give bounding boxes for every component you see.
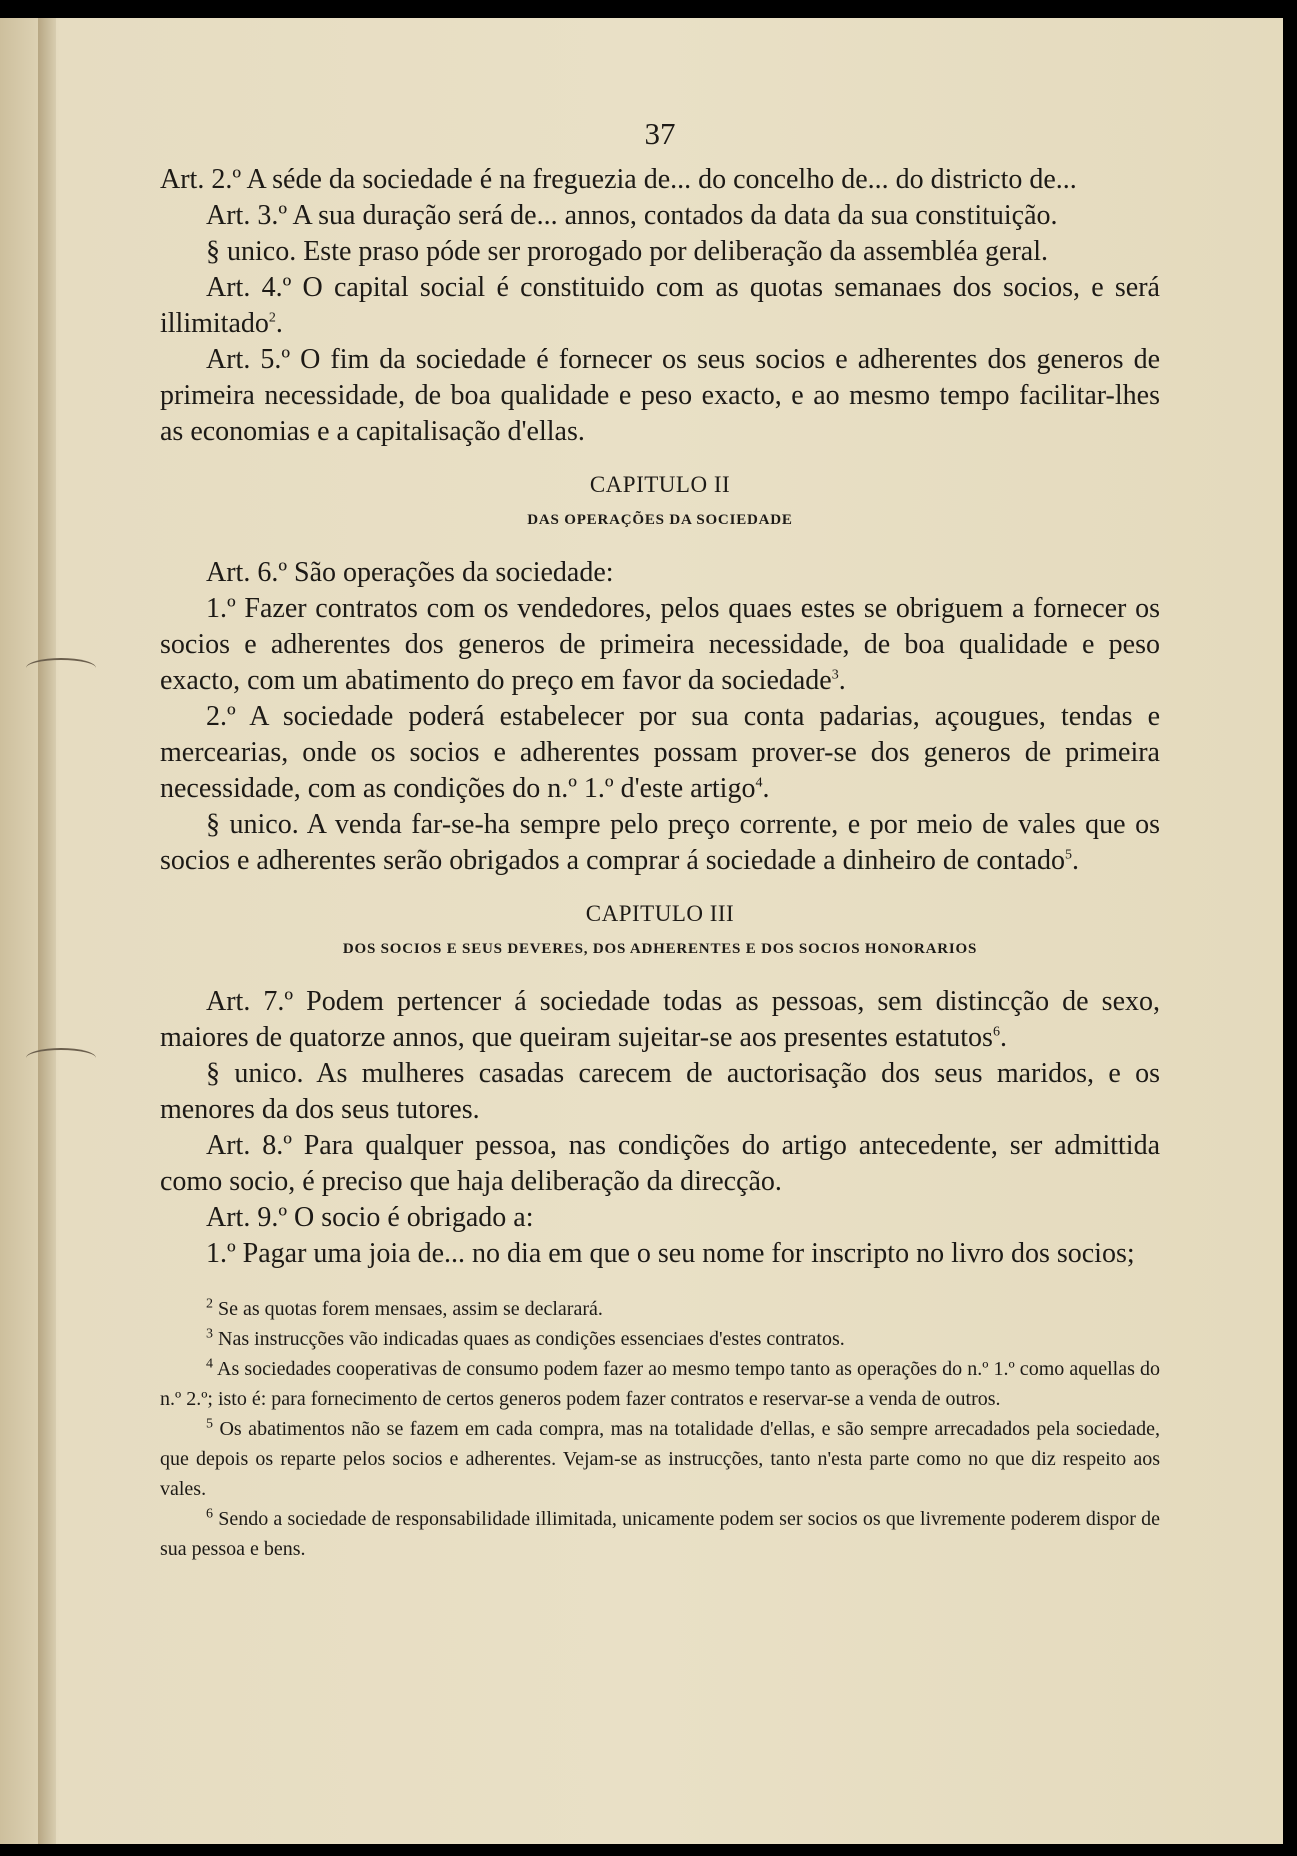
footnotes [160, 1294, 1160, 1564]
article-3: Art. 3.º A sua duração será de... annos, contados da data da sua constituição. [206, 200, 1058, 231]
footnote-ref: 4 [755, 775, 763, 791]
chapter-3-title: CAPITULO III [585, 901, 735, 926]
chapter-2-subtitle: DAS OPERAÇÕES DA SOCIEDADE [527, 512, 793, 528]
article-7-paragraph: § unico. As mulheres casadas carecem de auctorisação dos seus maridos, e os menores da dos seus tutores. [160, 1058, 1160, 1125]
article-9-item-1: 1.º Pagar uma joia de... no dia em que o seu nome for inscripto no livro dos socios; [206, 1238, 1135, 1269]
footnote-ref: 5 [1064, 847, 1072, 863]
page-number: 37 [644, 116, 676, 151]
article-6-paragraph: § unico. A venda far-se-ha sempre pelo preço corrente, e por meio de vales que os socios e adherentes serão obrigados a comprar á sociedade a dinheiro de contado$^5$. [160, 809, 1160, 876]
article-5: Art. 5.º O fim da sociedade é fornecer os seus socios e adherentes dos generos de primeira necessidade, de boa qualidade e peso exacto, e ao mesmo tempo facilitar-lhes as economias e a capitalisação d'ellas. [160, 344, 1160, 447]
footnote-ref: 6 [992, 1024, 1000, 1040]
footnote-ref: 3 [831, 667, 839, 683]
article-6: Art. 6.º São operações da sociedade: [206, 557, 614, 588]
article-6-item-2: 2.º A sociedade poderá estabelecer por sua conta padarias, açougues, tendas e mercearias, onde os socios e adherentes possam prover-se dos generos de primeira necessidade, com as condições do n.º 1.º d'este artigo$^4$. [160, 701, 1160, 804]
article-4: Art. 4.º O capital social é constituido com as quotas semanaes dos socios, e será illimitado$^2$. [160, 272, 1160, 339]
binding-thread [26, 658, 96, 678]
article-9: Art. 9.º O socio é obrigado a: [206, 1202, 534, 1233]
binding-thread [26, 1048, 96, 1068]
article-3-paragraph: § unico. Este praso póde ser prorogado por deliberação da assembléa geral. [206, 236, 1049, 267]
footnote: $^6$ Sendo a sociedade de responsabilidade illimitada, unicamente podem ser socios os que livremente poderem dispor de sua pessoa e bens. [160, 1506, 1160, 1560]
chapter-2-title: CAPITULO II [589, 472, 731, 497]
footnote: $^3$ Nas instrucções vão indicadas quaes as condições essenciaes d'estes contratos. [206, 1326, 845, 1350]
chapter-3-subtitle: DOS SOCIOS E SEUS DEVERES, DOS ADHERENTES E DOS SOCIOS HONORARIOS [342, 941, 978, 957]
book-page [0, 18, 1283, 1844]
page-gutter [38, 18, 56, 1844]
footnote: $^5$ Os abatimentos não se fazem em cada compra, mas na totalidade d'ellas, e são sempre arrecadados pela sociedade, que depois os reparte pelos socios e adherentes. Vejam-se as instrucções, tanto n'esta parte como no que diz respeito aos vales. [160, 1416, 1161, 1500]
footnote: $^4$ As sociedades cooperativas de consumo podem fazer ao mesmo tempo tanto as operações do n.º 1.º como aquellas do n.º 2.º; isto é: para fornecimento de certos generos podem fazer contratos e reservar-se a venda de outros. [160, 1356, 1160, 1410]
article-8: Art. 8.º Para qualquer pessoa, nas condições do artigo antecedente, ser admittida como socio, é preciso que haja deliberação da direcção. [160, 1130, 1160, 1197]
article-7: Art. 7.º Podem pertencer á sociedade todas as pessoas, sem distincção de sexo, maiores de quatorze annos, que queiram sujeitar-se aos presentes estatutos$^6$. [160, 986, 1160, 1053]
page-text [160, 116, 1160, 1564]
footnote: $^2$ Se as quotas forem mensaes, assim se declarará. [206, 1296, 603, 1320]
article-2: Art. 2.º A séde da sociedade é na freguezia de... do concelho de... do districto de... [160, 164, 1077, 195]
article-6-item-1: 1.º Fazer contratos com os vendedores, pelos quaes estes se obriguem a fornecer os socios e adherentes dos generos de primeira necessidade, de boa qualidade e peso exacto, com um abatimento do preço em favor da sociedade$^3$. [160, 593, 1160, 696]
footnote-ref: 2 [268, 310, 276, 326]
